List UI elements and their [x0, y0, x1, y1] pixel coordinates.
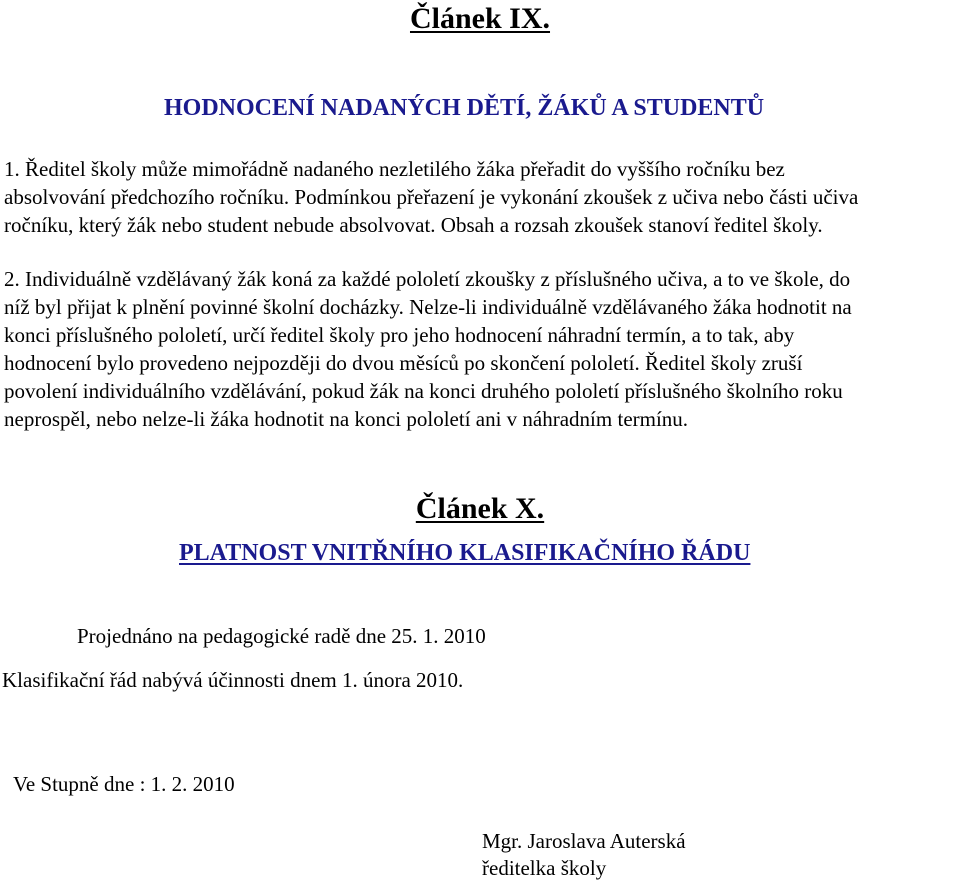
section-heading-gifted-students: HODNOCENÍ NADANÝCH DĚTÍ, ŽÁKŮ A STUDENTŮ [164, 95, 765, 121]
signatory-name: Mgr. Jaroslava Auterská [482, 829, 686, 853]
paragraph-1 [4, 155, 956, 239]
paragraph-1-line: ročníku, který žák nebo student nebude absolvovat. Obsah a rozsah zkoušek stanoví ředitel školy. [4, 213, 823, 237]
place-and-date: Ve Stupně dne : 1. 2. 2010 [13, 772, 235, 796]
effective-date-statement: Klasifikační řád nabývá účinnosti dnem 1. února 2010. [2, 668, 464, 692]
paragraph-2-line: níž byl přijat k plnění povinné školní docházky. Nelze-li individuálně vzdělávaného žáka hodnotit na [4, 295, 852, 319]
paragraph-2-line: hodnocení bylo provedeno nejpozději do dvou měsíců po skončení pololetí. Ředitel školy zruší [4, 351, 803, 375]
paragraph-2-line: povolení individuálního vzdělávání, pokud žák na konci druhého pololetí příslušného školního roku [4, 379, 843, 403]
paragraph-1-line: absolvování předchozího ročníku. Podmínkou přeřazení je vykonání zkoušek z učiva nebo části učiva [4, 185, 859, 209]
paragraph-2 [4, 265, 956, 433]
paragraph-2-line: neprospěl, nebo nelze-li žáka hodnotit na konci pololetí ani v náhradním termínu. [4, 407, 689, 431]
paragraph-1-line: 1. Ředitel školy může mimořádně nadaného nezletilého žáka přeřadit do vyššího ročníku bez [4, 157, 785, 181]
paragraph-2-line: konci příslušného pololetí, určí ředitel školy pro jeho hodnocení náhradní termín, a to tak, aby [4, 323, 795, 347]
approval-statement: Projednáno na pedagogické radě dne 25. 1. 2010 [77, 624, 486, 648]
paragraph-2-line: 2. Individuálně vzdělávaný žák koná za každé pololetí zkoušky z příslušného učiva, a to ve škole, do [4, 267, 851, 291]
article-10-title: Článek X. [415, 492, 545, 525]
section-heading-validity: PLATNOST VNITŘNÍHO KLASIFIKAČNÍHO ŘÁDU [179, 540, 751, 566]
signature-block [482, 828, 686, 882]
article-9-title: Článek IX. [409, 2, 551, 35]
signatory-role: ředitelka školy [482, 856, 607, 880]
